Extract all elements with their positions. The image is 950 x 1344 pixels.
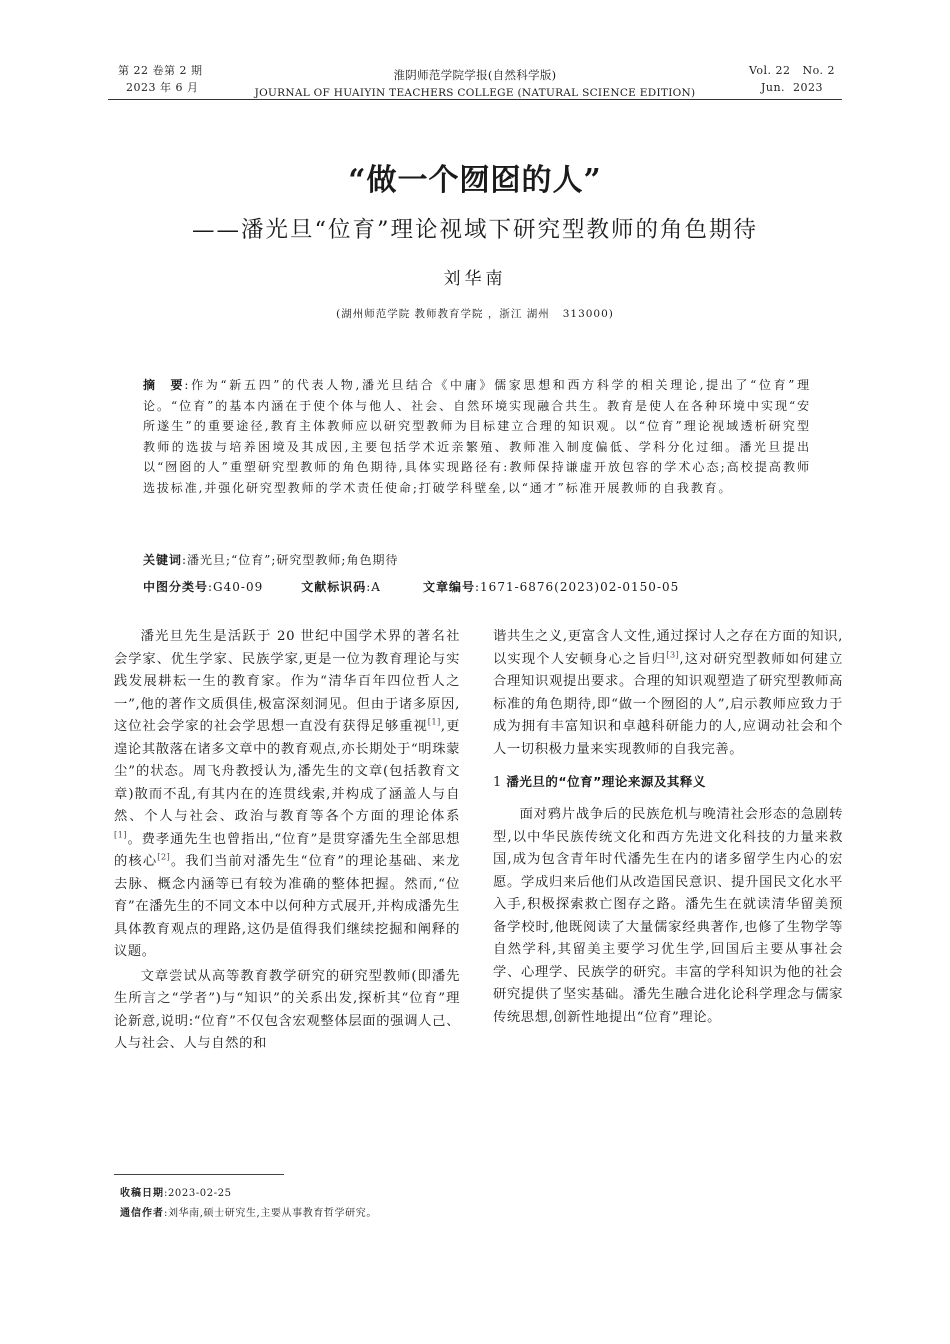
article-title: “做一个囫囵的人”	[348, 163, 602, 198]
doc-code-label: 文献标识码	[301, 580, 367, 594]
body-paragraph	[114, 626, 460, 964]
date-cn: 2023 年 6 月	[126, 81, 199, 94]
body-text: 潘光旦先生是活跃于 20 世纪中国学术界的著名社会学家、优生学家、民族学家,更是一位为教育理论与实践发展耕耘一生的教育家。作为“清华百年四位哲人之一”,他的著作文质俱佳,极富深刻洞见。但由于诸多原因,这位社会学家的社会学思想一直没有获得足够重视	[114, 629, 460, 734]
journal-name-cn: 淮阴师范学院学报(自然科学版)	[393, 68, 557, 82]
footnote-received	[120, 1186, 820, 1202]
footnote-rule	[114, 1174, 284, 1175]
article-id-label: 文章编号	[422, 580, 475, 594]
volume-issue-cn: 第 22 卷第 2 期	[118, 64, 203, 77]
journal-name	[200, 66, 750, 102]
article-subtitle: ——潘光旦“位育”理论视域下研究型教师的角色期待	[191, 217, 758, 243]
body-text: ,更遑论其散落在诸多文章中的教育观点,亦长期处于“明珠蒙尘”的状态。周飞舟教授认为,潘先生的文章(包括教育文章)散而不乱,有其内在的连贯线索,并构成了涵盖人与自然、个人与社会、政治与教育等各个方面的理论体系	[114, 719, 460, 824]
body-paragraph	[493, 804, 843, 1029]
citation-ref[interactable]: [1]	[114, 830, 128, 840]
section-heading	[493, 771, 843, 794]
keywords	[143, 550, 811, 570]
author-name: 刘华南	[443, 269, 507, 289]
body-left-column	[114, 626, 460, 1056]
journal-issue-en	[742, 62, 842, 96]
corresponding-author-label: 通信作者	[120, 1208, 164, 1219]
classification	[143, 577, 811, 597]
body-text: 文章尝试从高等教育教学研究的研究型教师(即潘先生所言之“学者”)与“知识”的关系出发,探析其“位育”理论新意,说明:“位育”不仅包含宏观整体层面的强调人己、人与社会、人与自然的和	[114, 968, 460, 1051]
received-date-value: :2023-02-25	[164, 1188, 232, 1199]
abstract-label: 摘 要	[143, 378, 185, 392]
journal-issue-cn	[118, 62, 202, 96]
article-id-value: :1671-6876(2023)02-0150-05	[475, 580, 680, 594]
citation-ref[interactable]: [2]	[157, 852, 171, 862]
footnote-author	[120, 1206, 820, 1222]
body-right-column	[493, 626, 843, 1029]
clc-value: :G40-09	[208, 580, 264, 594]
journal-name-en: JOURNAL OF HUAIYIN TEACHERS COLLEGE (NATURAL SCIENCE EDITION)	[254, 87, 696, 99]
abstract-text: :作为“新五四”的代表人物,潘光旦结合《中庸》儒家思想和西方科学的相关理论,提出了“位育”理论。“位育”的基本内涵在于使个体与他人、社会、自然环境实现融合共生。教育是使人在各种环境中实现“安所遂生”的重要途径,教育主体教师应以研究型教师为目标建立合理的知识观。以“位育”理论视域透析研究型教师的选拔与培养困境及其成因,主要包括学术近亲繁殖、教师准入制度偏低、学科分化过细。潘光旦提出以“囫囵的人”重塑研究型教师的角色期待,具体实现路径有:教师保持谦虚开放包容的学术心态;高校提高教师选拔标准,并强化研究型教师的学术责任使命;打破学科壁垒,以“通才”标准开展教师的自我教育。	[143, 378, 811, 495]
abstract	[143, 375, 811, 498]
body-paragraph	[493, 626, 843, 761]
section-number: 1	[493, 775, 507, 790]
citation-ref[interactable]: [1]	[427, 717, 441, 727]
header-rule	[108, 99, 842, 100]
volume-issue-en: Vol. 22 No. 2	[748, 64, 836, 77]
body-text: 。费孝通先生也曾指出,“位育”是贯穿潘先生全部思想的核心	[114, 831, 460, 869]
clc-label: 中图分类号	[143, 580, 209, 594]
body-text: 谐共生之义,更富含人文性,通过探讨人之存在方面的知识,以实现个人安顿身心之旨归	[493, 629, 843, 667]
body-text: ,这对研究型教师如何建立合理知识观提出要求。合理的知识观塑造了研究型教师高标准的角色期待,即“做一个囫囵的人”,启示教师应致力于成为拥有丰富知识和卓越科研能力的人,应调动社会和个人一切积极力量来实现教师的自我完善。	[493, 651, 843, 757]
citation-ref[interactable]: [3]	[666, 650, 680, 660]
section-title: 潘光旦的“位育”理论来源及其释义	[506, 774, 706, 789]
author-affiliation: (湖州师范学院 教师教育学院 ，浙江 湖州 313000)	[336, 308, 614, 320]
keywords-text: :潘光旦;“位育”;研究型教师;角色期待	[182, 553, 399, 567]
body-paragraph	[114, 966, 460, 1056]
body-text: 面对鸦片战争后的民族危机与晚清社会形态的急剧转型,以中华民族传统文化和西方先进文化科技的力量来救国,成为包含青年时代潘先生在内的诸多留学生内心的宏愿。学成归来后他们从改造国民意识、提升国民文化水平入手,积极探索救亡图存之路。潘先生在就读清华留美预备学校时,他既阅读了大量儒家经典著作,也修了生物学等自然学科,其留美主要学习优生学,回国后主要从事社会学、心理学、民族学的研究。丰富的学科知识为他的社会研究提供了坚实基础。潘先生融合进化论科学理念与儒家传统思想,创新性地提出“位育”理论。	[493, 807, 843, 1025]
corresponding-author-value: :刘华南,硕士研究生,主要从事教育哲学研究。	[164, 1208, 377, 1219]
body-text: 。我们当前对潘先生“位育”的理论基础、来龙去脉、概念内涵等已有较为准确的整体把握。然而,“位育”在潘先生的不同文本中以何种方式展开,并构成潘先生具体教育观点的理路,这仍是值得我们继续挖掘和阐释的议题。	[114, 854, 460, 959]
doc-code-value: :A	[366, 580, 381, 594]
date-en: Jun. 2023	[760, 81, 824, 94]
keywords-label: 关键词	[143, 553, 183, 567]
received-date-label: 收稿日期	[120, 1188, 164, 1199]
